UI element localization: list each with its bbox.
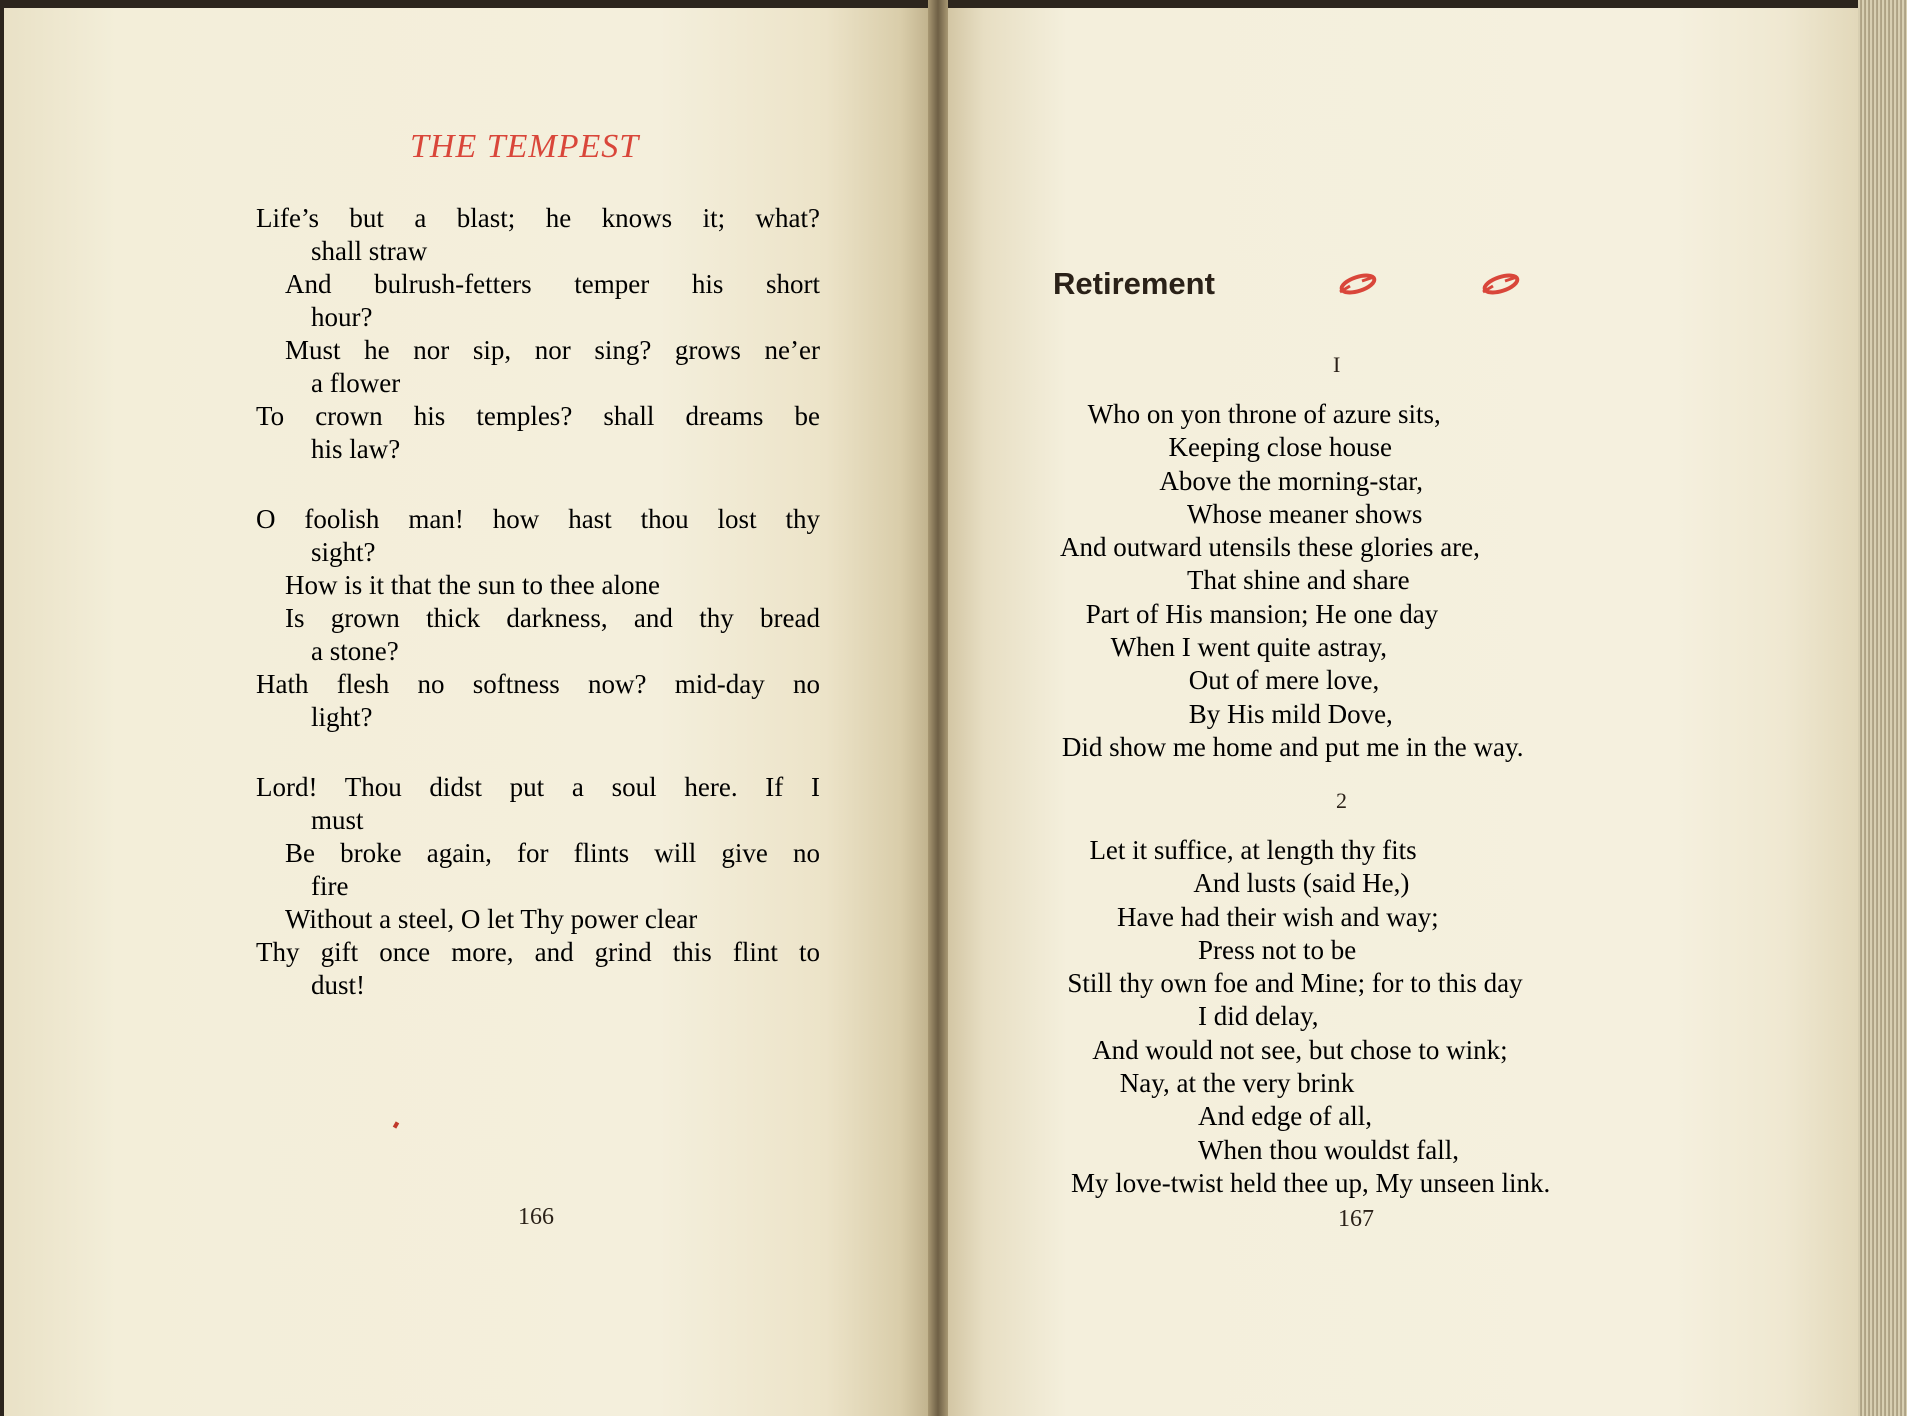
- verse-continuation: his law?: [311, 434, 401, 464]
- verse-line: And edge of all,: [1198, 1101, 1372, 1132]
- verse-line: And would not see, but chose to wink;: [1092, 1034, 1508, 1065]
- verse-line: Let it suffice, at length thy fits: [1089, 835, 1417, 865]
- verse-text: Life’s but a blast; he knows it; what?: [256, 203, 820, 233]
- verse-line: Nay, at the very brink: [1119, 1068, 1355, 1099]
- verse-line: [256, 771, 820, 837]
- verse-continuation: shall straw: [311, 236, 428, 266]
- verse-text: And bulrush-fetters temper his short: [285, 269, 820, 299]
- stanza: [1060, 398, 1660, 764]
- verse-line: Have had their wish and way;: [1117, 901, 1439, 932]
- stanza: [256, 202, 820, 466]
- poem-title: Retirement: [1053, 266, 1215, 301]
- verse-line: [256, 268, 820, 334]
- verse-continuation: dust!: [311, 970, 365, 1000]
- verse-line: [256, 202, 820, 268]
- verse-line: Press not to be: [1198, 934, 1357, 965]
- verse-line: Keeping close house: [1168, 432, 1392, 463]
- verse-continuation: light?: [311, 702, 373, 732]
- verse-line: [256, 837, 820, 903]
- verse-line: My love-twist held thee up, My unseen link.: [1071, 1167, 1551, 1198]
- verse-continuation: fire: [311, 871, 349, 901]
- verse-line: [256, 503, 820, 569]
- verse-line: Part of His mansion; He one day: [1085, 598, 1439, 629]
- verse-line: By His mild Dove,: [1188, 698, 1393, 729]
- verse-text: Is grown thick darkness, and thy bread: [285, 603, 820, 633]
- verse-text: Hath flesh no softness now? mid-day no: [256, 669, 820, 699]
- verse-text: Must he nor sip, nor sing? grows ne’er: [285, 335, 820, 365]
- verse-text: Without a steel, O let Thy power clear: [285, 904, 698, 934]
- verse-line: Above the morning-star,: [1159, 465, 1423, 496]
- stanza-number: I: [1333, 352, 1341, 377]
- verse-text: Thy gift once more, and grind this flint to: [256, 937, 820, 967]
- verse-line: Did show me home and put me in the way.: [1061, 731, 1524, 762]
- verse-line: Whose meaner shows: [1186, 498, 1423, 529]
- verse-line: I did delay,: [1198, 1001, 1319, 1032]
- verse-line: [256, 569, 820, 602]
- left-poem: [256, 202, 820, 1039]
- verse-line: When I went quite astray,: [1110, 632, 1387, 663]
- verse-text: To crown his temples? shall dreams be: [256, 401, 820, 431]
- leaf-ornament-icon: [1479, 272, 1523, 296]
- verse-line: [256, 400, 820, 466]
- verse-continuation: a flower: [311, 368, 401, 398]
- verse-continuation: hour?: [311, 302, 373, 332]
- verse-line: And lusts (said He,): [1193, 868, 1410, 899]
- page-number-right: 167: [1338, 1206, 1374, 1232]
- verse-line: [256, 668, 820, 734]
- verse-line: Still thy own foe and Mine; for to this day: [1067, 968, 1523, 999]
- verse-line: Out of mere love,: [1188, 665, 1380, 696]
- verse-line: [256, 334, 820, 400]
- verse-continuation: a stone?: [311, 636, 399, 666]
- verse-line: [256, 936, 820, 1002]
- leaf-ornament-icon: [1336, 272, 1380, 296]
- running-head: THE TEMPEST: [410, 128, 640, 165]
- verse-text: Lord! Thou didst put a soul here. If I: [256, 772, 820, 802]
- page-edges: [1858, 0, 1907, 1416]
- stanza: [256, 503, 820, 734]
- verse-text: Be broke again, for flints will give no: [285, 838, 820, 868]
- book-gutter: [928, 0, 948, 1416]
- verse-line: That shine and share: [1186, 565, 1410, 596]
- verse-continuation: must: [311, 805, 364, 835]
- stanza: [256, 771, 820, 1002]
- verse-text: How is it that the sun to thee alone: [285, 570, 660, 600]
- verse-continuation: sight?: [311, 537, 376, 567]
- stanza-number: 2: [1336, 788, 1347, 813]
- verse-line: [256, 903, 820, 936]
- verse-line: Who on yon throne of azure sits,: [1087, 399, 1441, 429]
- verse-text: O foolish man! how hast thou lost thy: [256, 504, 820, 534]
- page-number-left: 166: [518, 1204, 554, 1230]
- verse-line: And outward utensils these glories are,: [1060, 532, 1480, 563]
- verse-line: When thou wouldst fall,: [1198, 1134, 1459, 1165]
- stanza: [1060, 834, 1660, 1200]
- verse-line: [256, 602, 820, 668]
